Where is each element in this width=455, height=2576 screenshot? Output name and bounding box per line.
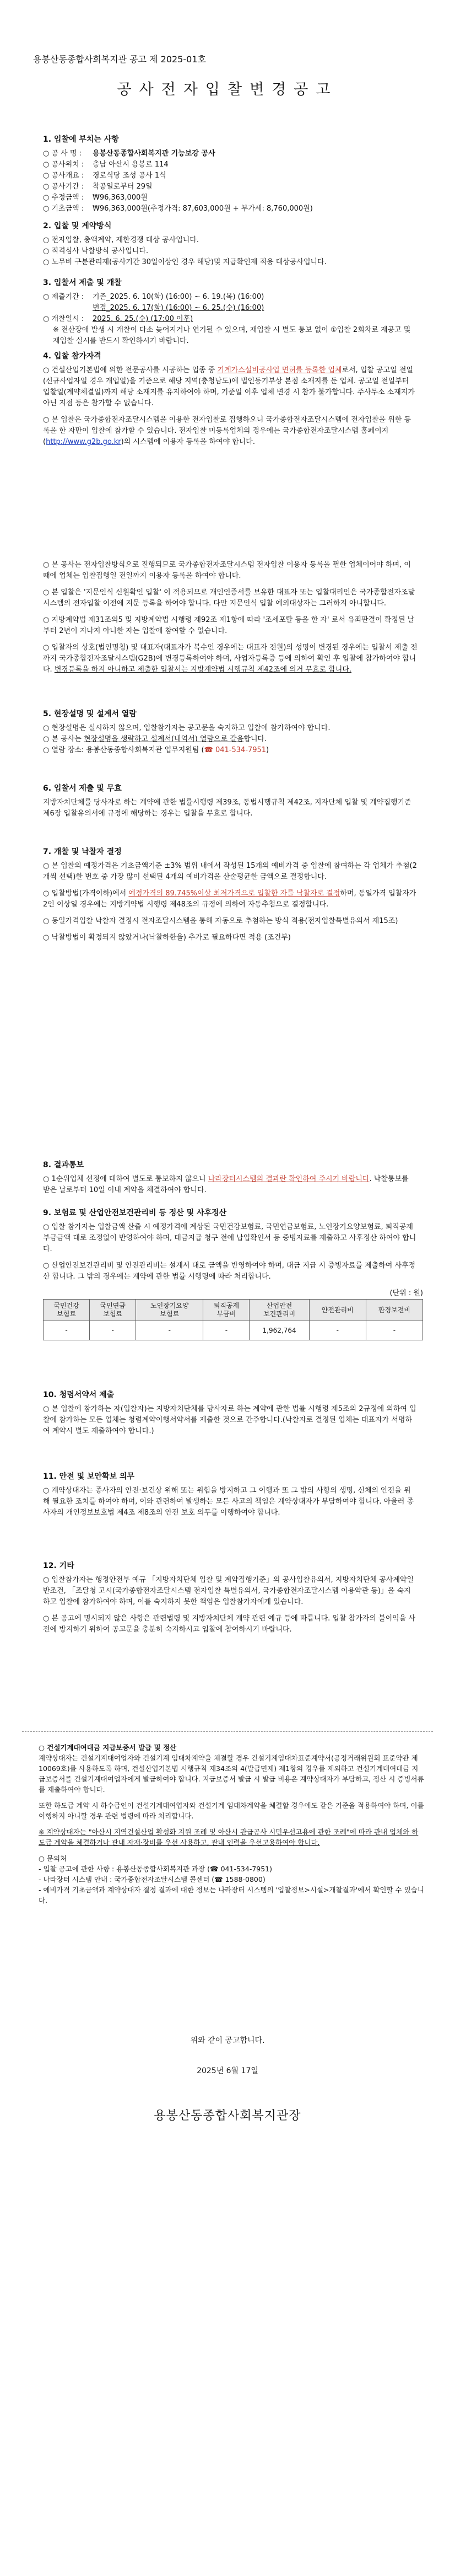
insurance-table	[43, 1299, 423, 1340]
notes-block	[39, 1742, 424, 1906]
page-title: 공사전자입찰변경공고	[117, 81, 338, 98]
table-row	[44, 1321, 423, 1340]
notes-title: ○ 건설기계대여대금 지급보증서 발급 및 정산	[39, 1743, 177, 1752]
section-integrity	[43, 1389, 418, 1437]
paragraph: ○ 계약상대자는 종사자의 안전·보건상 위해 또는 위험을 방지하고 그 이행과 또 그 밖의 사항의 생명, 신체의 안전을 위해 필요한 조치를 하여야 하며, 이와 관련하여 발생하는 모든 사고의 책임은 계약상대자가 부담하여야 합니다. 아울러 종사자의 개인정보보호법 제4조 제8조의 안전 보호 의무를 이행하여야 합니다.	[43, 1486, 414, 1517]
phone-number: ☎ 041-534-7951	[204, 746, 267, 754]
list-item: ○ 적격심사 낙찰방식 공사입니다.	[43, 247, 149, 255]
table-header-row	[44, 1300, 423, 1321]
section-qualification-cont	[43, 560, 418, 681]
paragraph: ○ 본 입찰에 참가하는 자(입찰자)는 지방자치단체를 당사자로 하는 계약에 관한 법률 시행령 제5조의 2규정에 의하여 입찰에 참가하는 모든 업체는 청렴계약이행서약서를 제출한 것으로 간주합니다.(낙찰자로 결정된 업체는 대표자가 서명하여 계약시 별도 제출하여야 합니다.)	[43, 1405, 416, 1435]
paragraph: ○ 지방계약법 제31조의5 및 지방계약법 시행령 제92조 제1항에 따라 '조세포탈 등을 한 자' 로서 유죄판결이 확정된 날부터 2년이 지나지 아니한 자는 입찰에 참여할 수 없습니다.	[43, 616, 415, 635]
table-cell: -	[366, 1321, 422, 1340]
section-title: 1. 입찰에 부치는 사항	[43, 135, 119, 144]
section-submission: 3. 입찰서 제출 및 개찰 ○ 제출기간 : 기존_2025. 6. 10(화) (16:00) ~ 6. 19.(목) (16:00) 변경_2025. 6. 17(화) (16:00) ~ 6. 25.(수) (16:00) ○ 개찰일시 : 2025. 6. 25.(수) (17:00 이후) ※ 전산장애 발생 시 개찰이 다소 늦어지거나 연기될 수 있으며, 재입찰 시 별도 통보 없이 ①입찰 2회차로 재공고 및 재입찰 실시를 반드시 확인하시기 바랍니다.	[43, 277, 418, 347]
section-qualification	[43, 351, 418, 453]
section-title: 9. 보험료 및 산업안전보건관리비 등 정산 및 사후정산	[43, 1209, 227, 1217]
phone-number: ☎ 041-534-7951	[210, 1865, 270, 1873]
contact-line: - 예비가격 기초금액과 계약상대자 결정 결과에 대한 정보는 나라장터 시스템의 '입찰정보>시설>개찰결과'에서 확인할 수 있습니다.	[39, 1886, 424, 1904]
section-insurance	[43, 1208, 423, 1340]
contact-title: ○ 문의처	[39, 1854, 67, 1863]
table-cell: -	[309, 1321, 366, 1340]
paragraph: 계약상대자는 건설기계대여업자와 건설기계 임대차계약을 체결할 경우 건설기계임대차표준계약서(공정거래위원회 표준약관 제10069호)를 사용하도록 하며, 건설산업기본법 시행규칙 제34조의 4(발급면제) 제1항의 경우를 제외하고 건설기계대여대금 지급보증서를 건설기계대여업자에게 발급하여야 합니다. 지급보증서 발급 시 발급 비용은 계약상대자가 부담하고, 정산 시 증빙서류를 제출하여야 합니다.	[39, 1754, 424, 1794]
section-title: 4. 입찰 참가자격	[43, 352, 101, 361]
paragraph: ○ 본 공사는 전자입찰방식으로 진행되므로 국가종합전자조달시스템 전자입찰 이용자 등록을 필한 업체이어야 하며, 이때에 업체는 입찰집행일 전일까지 이용자 등록을 하여야 합니다.	[43, 561, 411, 580]
section-title: 12. 기타	[43, 1561, 74, 1570]
paragraph: ○ 산업안전보건관리비 및 안전관리비는 설계서 대로 금액을 반영하여야 하며, 대금 지급 시 증빙자료를 제출하여 사후정산 합니다. 그 밖의 경우에는 계약에 관한 법률 시행령에 따라 처리합니다.	[43, 1262, 416, 1281]
table-header: 국민건강 보험료	[44, 1300, 90, 1321]
info-row: ○ 공사기간 : 착공일로부터 29일	[43, 183, 153, 191]
section-misc	[43, 1560, 418, 1641]
section-title: 6. 입찰서 제출 및 무효	[43, 784, 122, 793]
section-invalid-bids	[43, 783, 418, 819]
section-title: 8. 결과통보	[43, 1161, 84, 1169]
divider	[22, 1731, 433, 1732]
submission-note: ※ 전산장애 발생 시 개찰이 다소 늦어지거나 연기될 수 있으며, 재입찰 시 별도 통보 없이 ①입찰 2회차로 재공고 및 재입찰 실시를 반드시 확인하시기 바랍니다.	[53, 326, 411, 345]
section-result	[43, 1160, 418, 1196]
paragraph: ○ 입찰방법(가격이하)에서 예정가격의 89.745%이상 최저가격으로 입찰한 자를 낙찰자로 결정하며, 동일가격 입찰자가 2인 이상일 경우에는 지방계약법 시행령 제48조의 규정에 의하여 자동추첨으로 결정합니다.	[43, 889, 416, 909]
issuer-name: 용봉산동종합사회복지관장	[154, 2109, 301, 2123]
table-header: 퇴직공제 부금비	[203, 1300, 250, 1321]
section-title: 2. 입찰 및 계약방식	[43, 222, 112, 230]
phone-number: ☎ 1588-0800	[214, 1875, 263, 1883]
section-title: 3. 입찰서 제출 및 개찰	[43, 278, 122, 287]
table-header: 산업안전 보건관리비	[250, 1300, 309, 1321]
table-cell: -	[90, 1321, 136, 1340]
info-row: ○ 추정금액 : ₩96,363,000원	[43, 194, 148, 202]
paragraph: ○ 본 입찰은 '지문인식 신원확인 입찰' 이 적용되므로 개인인증서를 보유한 대표자 또는 입찰대리인은 국가종합전자조달시스템의 전자입찰 이전에 지문 등록을 하여야 합니다. 다만 지문인식 입찰 예외대상자는 그러하지 아니합니다.	[43, 588, 415, 608]
table-cell: -	[136, 1321, 203, 1340]
paragraph: 또한 하도급 계약 시 하수급인이 건설기계대여업자와 건설기계 임대차계약을 체결할 경우에도 같은 기준을 적용하여야 하며, 이를 이행하지 아니할 경우 관련 법령에 따라 처리합니다.	[39, 1801, 424, 1820]
closing-line: 위와 같이 공고합니다.	[190, 2036, 265, 2045]
paragraph: ○ 입찰참가자는 행정안전부 예규 「지방자치단체 입찰 및 계약집행기준」의 공사입찰유의서, 지방자치단체 공사계약일반조건, 「조달청 고시(국가종합전자조달시스템 전자입찰 특별유의서, 국가종합전자조달시스템 이용약관 등)」을 숙지하고 입찰에 참가하여야 하며, 이를 숙지하지 못한 책임은 입찰참가자에게 있습니다.	[43, 1576, 414, 1606]
table-cell: 1,962,764	[250, 1321, 309, 1340]
section-contract-method	[43, 221, 418, 268]
opening-date: 2025. 6. 25.(수) (17:00 이후)	[93, 315, 193, 323]
paragraph: ○ 현장설명은 실시하지 않으며, 입찰참가자는 공고문을 숙지하고 입찰에 참가하여야 합니다.	[43, 724, 331, 732]
info-row: ○ 공사위치 : 충남 아산시 용봉로 114	[43, 160, 169, 169]
section-bid-items	[43, 134, 418, 214]
paragraph: ○ 본 입찰의 예정가격은 기초금액기준 ±3% 범위 내에서 작성된 15개의 예비가격 중 입찰에 참여하는 각 업체가 추첨(2개씩 선택)한 번호 중 가장 많이 선택된 4개의 예비가격을 산술평균한 금액으로 결정합니다.	[43, 862, 417, 881]
info-row: ○ 공 사 명 : 용봉산동종합사회복지관 기능보강 공사	[43, 148, 418, 159]
paragraph: ○ 입찰자의 상호(법인명칭) 및 대표자(대표자가 복수인 경우에는 대표자 전원)의 성명이 변경된 경우에는 입찰서 제출 전까지 국가종합전자조달시스템(G2B)에 변경등록하여야 하며, 사업자등록증 등에 의하여 확인 후 입찰에 참가하여야 합니다. 변경등록을 하지 아니하고 제출한 입찰서는 지방계약법 시행규칙 제42조에 의거 무효로 합니다.	[43, 643, 418, 674]
table-header: 노인장기요양 보험료	[136, 1300, 203, 1321]
section-title: 10. 청렴서약서 제출	[43, 1391, 115, 1399]
section-title: 5. 현장설명 및 설계서 열람	[43, 710, 137, 718]
g2b-link[interactable]: http://www.g2b.go.kr	[46, 438, 121, 446]
info-row: ○ 공사개요 : 경로식당 조성 공사 1식	[43, 171, 166, 180]
table-header: 환경보전비	[366, 1300, 422, 1321]
paragraph: ○ 본 입찰은 국가종합전자조달시스템을 이용한 전자입찰로 집행하오니 국가종합전자조달시스템에 전자입찰을 위한 등록을 한 자만이 입찰에 참가할 수 있습니다. 전자입찰 미등록업체의 경우에는 국가종합전자조달시스템 홈페이지(http://www.g2b.go.kr)의 시스템에 이용자 등록을 하여야 합니다.	[43, 416, 411, 446]
project-name: 용봉산동종합사회복지관 기능보강 공사	[93, 149, 215, 158]
section-safety	[43, 1471, 418, 1518]
paragraph: ○ 동일가격입찰 낙찰자 결정시 전자조달시스템을 통해 자동으로 추첨하는 방식 적용(전자입찰특별유의서 제15조)	[43, 917, 398, 925]
table-header: 안전관리비	[309, 1300, 366, 1321]
submit-period-old: 기존_2025. 6. 10(화) (16:00) ~ 6. 19.(목) (16:00)	[93, 293, 264, 301]
section-site-briefing	[43, 709, 418, 756]
paragraph: ※ 계약상대자는 "아산시 지역건설산업 활성화 지원 조례 및 아산시 관급공사 시민우선고용에 관한 조례"에 따라 관내 업체와 하도급 계약을 체결하거나 관내 자재·장비를 우선 사용하고, 관내 인력을 우선고용하여야 합니다.	[39, 1828, 419, 1847]
list-item: ○ 전자입찰, 총액계약, 제한경쟁 대상 공사입니다.	[43, 236, 199, 244]
paragraph: 지방자치단체를 당사자로 하는 계약에 관한 법률시행령 제39조, 동법시행규칙 제42조, 지자단체 입찰 및 계약집행기준 제6장 입찰유의서에 규정에 해당하는 경우는 입찰을 무효로 합니다.	[43, 798, 411, 818]
list-item: ○ 노무비 구분관리제(공사기간 30일이상인 경우 해당)및 지급확인제 적용 대상공사입니다.	[43, 258, 327, 266]
table-header: 국민연금 보험료	[90, 1300, 136, 1321]
closing-date: 2025년 6월 17일	[197, 2067, 258, 2075]
submit-period-new: 변경_2025. 6. 17(화) (16:00) ~ 6. 25.(수) (16:00)	[93, 304, 264, 312]
contact-line: - 입찰 공고에 관한 사항 : 용봉산동종합사회복지관 과장 (☎ 041-534-7951)	[39, 1865, 273, 1873]
table-cell: -	[44, 1321, 90, 1340]
notice-number: 용봉산동종합사회복지관 공고 제 2025-01호	[33, 54, 206, 65]
paragraph: ○ 1순위업체 선정에 대하여 별도로 통보하지 않으니 나라장터시스템의 결과란 확인하여 주시기 바랍니다. 낙찰통보를 받은 날로부터 10일 이내 계약을 체결하여야 합니다.	[43, 1175, 409, 1194]
paragraph: ○ 열람 장소: 용봉산동종합사회복지관 업무지원팀 (☎ 041-534-7951)	[43, 746, 269, 754]
unit-label: (단위 : 원)	[389, 1289, 423, 1297]
paragraph: ○ 본 공사는 현장설명을 생략하고 설계서(내역서) 열람으로 갈음합니다.	[43, 735, 267, 743]
section-title: 11. 안전 및 보안확보 의무	[43, 1472, 135, 1481]
section-award	[43, 846, 418, 943]
info-row: ○ 기초금액 : ₩96,363,000원(추정가격: 87,603,000원 + 부가세: 8,760,000원)	[43, 205, 313, 213]
table-cell: -	[203, 1321, 250, 1340]
paragraph: ○ 본 공고에 명시되지 않은 사항은 관련법령 및 지방자치단체 계약 관련 예규 등에 따릅니다. 입찰 참가자의 불이익을 사전에 방지하기 위하여 공고문을 충분히 숙지하시고 입찰에 참여하시기 바랍니다.	[43, 1614, 415, 1634]
paragraph: ○ 건설산업기본법에 의한 전문공사를 시공하는 업종 중 기계가스설비공사업 면허를 등록한 업체로서, 입찰 공고일 전일(신규사업자일 경우 개업일)을 기준으로 해당 지역(충청남도)에 법인등기부상 본점 소재지를 둔 업체. 공고일 전일부터 입찰일(계약체결일)까지 해당 소재지를 유지하여야 하며, 기준일 이후 업체 변경 시 참가 불가합니다. 주사무소 소재지가 아닌 지점 등은 참가할 수 없습니다.	[43, 366, 415, 407]
paragraph: ○ 입찰 참가자는 입찰금액 산출 시 예정가격에 계상된 국민건강보험료, 국민연금보험료, 노인장기요양보험료, 퇴직공제부금금액 대로 조정없이 반영하여야 하며, 대금지급 청구 전에 납입확인서 등 증빙자료를 제출하고 사후정산 하여야 합니다.	[43, 1223, 416, 1253]
contact-line: - 나라장터 시스템 안내 : 국가종합전자조달시스템 콜센터 (☎ 1588-0800)	[39, 1875, 266, 1883]
paragraph: ○ 낙찰방법이 확정되지 않았거나(낙찰하한율) 추가로 필요하다면 적용 (조건부)	[43, 933, 291, 942]
section-title: 7. 개찰 및 낙찰자 결정	[43, 847, 122, 856]
